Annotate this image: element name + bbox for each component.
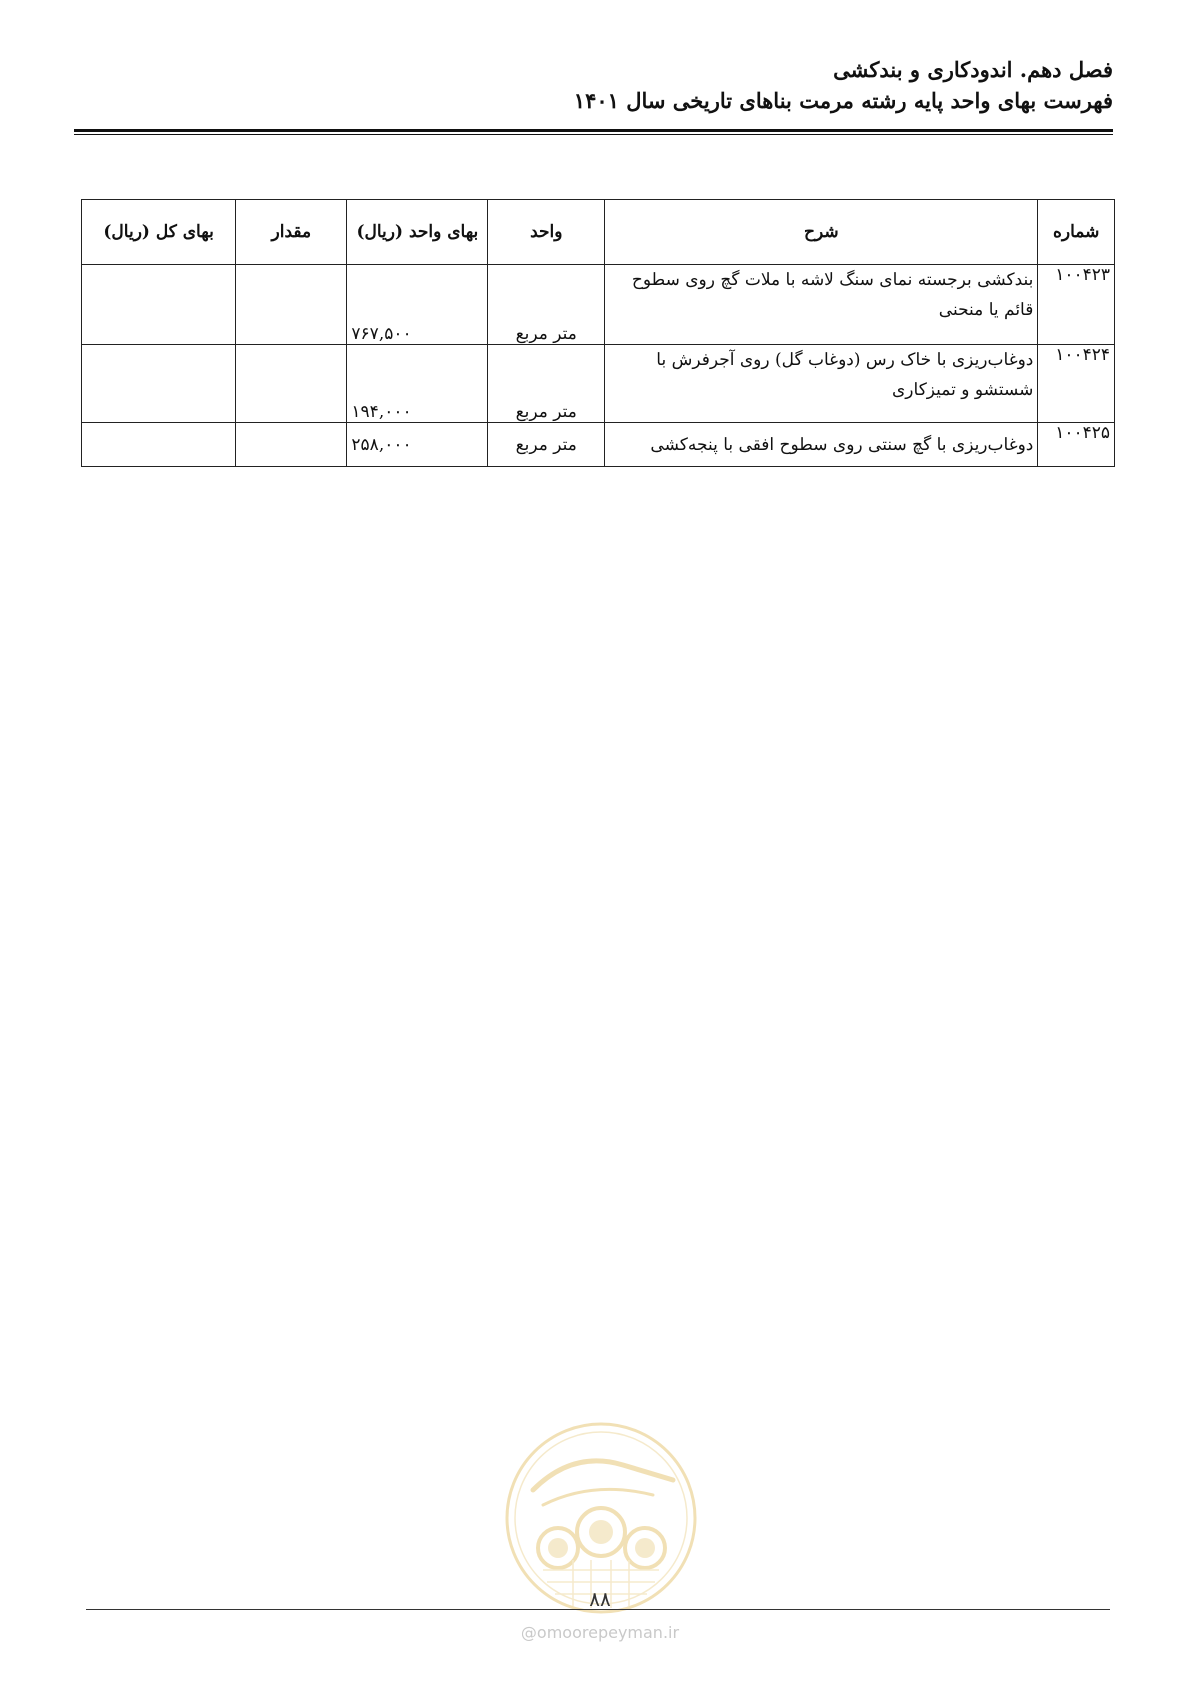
chapter-title: فصل دهم. اندودکاری و بندکشی (833, 57, 1113, 82)
item-unit-price: ۲۵۸,۰۰۰ (347, 423, 488, 467)
table-row (82, 265, 1115, 345)
item-quantity (236, 265, 347, 345)
page-header (74, 55, 1113, 117)
document-title: فهرست بهای واحد پایه رشته مرمت بناهای تاریخی سال ۱۴۰۱ (573, 88, 1113, 113)
item-unit: متر مربع (488, 345, 605, 423)
table-row (82, 345, 1115, 423)
watermark-url: @omoorepeyman.ir (520, 1623, 680, 1642)
item-quantity (236, 345, 347, 423)
header-rule-thin (74, 134, 1113, 135)
item-quantity (236, 423, 347, 467)
column-header-description: شرح (605, 200, 1038, 265)
header-rule (74, 129, 1113, 132)
item-number: ۱۰۰۴۲۴ (1038, 345, 1115, 423)
item-unit: متر مربع (488, 265, 605, 345)
item-unit-price: ۷۶۷,۵۰۰ (347, 265, 488, 345)
item-unit-price: ۱۹۴,۰۰۰ (347, 345, 488, 423)
column-header-number: شماره (1038, 200, 1115, 265)
table-header-row (82, 200, 1115, 265)
column-header-quantity: مقدار (236, 200, 347, 265)
item-description: دوغاب‌ریزی با خاک رس (دوغاب گل) روی آجرفرش با شستشو و تمیزکاری (605, 345, 1038, 423)
item-total-price (82, 345, 236, 423)
item-description: دوغاب‌ریزی با گچ سنتی روی سطوح افقی با پنجه‌کشی (605, 423, 1038, 467)
item-unit: متر مربع (488, 423, 605, 467)
item-total-price (82, 423, 236, 467)
column-header-unit: واحد (488, 200, 605, 265)
price-list-table (81, 199, 1115, 467)
column-header-total-price: بهای کل (ریال) (82, 200, 236, 265)
item-number: ۱۰۰۴۲۵ (1038, 423, 1115, 467)
item-description: بندکشی برجسته نمای سنگ لاشه با ملات گچ روی سطوح قائم یا منحنی (605, 265, 1038, 345)
page-number: ۸۸ (589, 1587, 611, 1611)
item-number: ۱۰۰۴۲۳ (1038, 265, 1115, 345)
item-total-price (82, 265, 236, 345)
table-row (82, 423, 1115, 467)
column-header-unit-price: بهای واحد (ریال) (347, 200, 488, 265)
